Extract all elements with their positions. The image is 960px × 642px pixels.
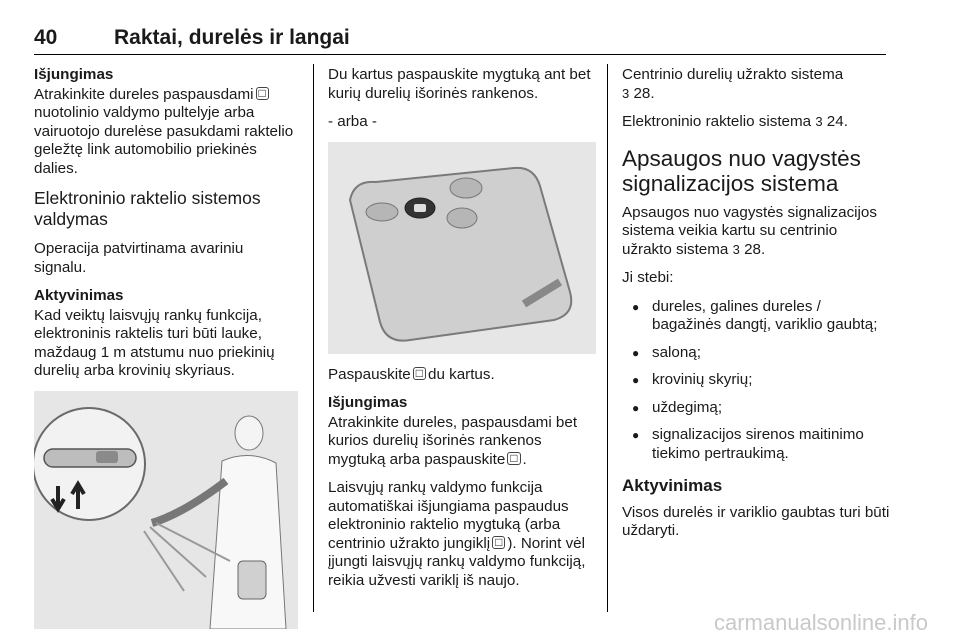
paragraph: Paspauskite □ du kartus. <box>328 365 495 383</box>
paragraph: Ji stebi: <box>622 269 674 286</box>
page-number: 40 <box>34 26 58 49</box>
list-item: ● signalizacijos sirenos maitinimo tiekimo pertraukimą. <box>622 426 890 463</box>
or-separator: - arba - <box>328 113 377 130</box>
key-card-illustration <box>328 142 596 354</box>
page-ref[interactable]: 28 <box>744 240 761 258</box>
electronic-key-card <box>350 167 571 340</box>
subheading-deactivation: Išjungimas <box>34 66 114 83</box>
handle-illustration <box>34 391 298 629</box>
list-item: ● uždegimą; <box>622 399 890 418</box>
paragraph: Laisvųjų rankų valdymo funkcija automatiškai išjungiama paspaudus elektroninio raktelio mygtuką (arba centrinio užrakto jungiklį □ ). Norint vėl įjungti laisvųjų rankų valdymo funkciją, reikia užvesti variklį iš naujo. <box>328 479 586 589</box>
paragraph: Atrakinkite dureles paspausdami □nuotolinio valdymo pultelyje arba vairuotojo durelėse pasukdami raktelio geležtę link automobilio priekinės dalies. <box>34 85 294 177</box>
subheading-deactivation: Išjungimas <box>328 394 408 411</box>
page-ref-arrow: 3 <box>732 241 740 257</box>
list-item: ● saloną; <box>622 344 890 363</box>
page-ref-arrow: 3 <box>815 114 823 129</box>
door-handle-illustration <box>34 408 145 520</box>
column-2 <box>328 66 596 600</box>
page-ref[interactable]: 28 <box>633 84 651 102</box>
paragraph: Kad veiktų laisvųjų rankų funkcija, elektroninis raktelis turi būti lauke, maždaug 1 m atstumu nuo priekinių durelių arba krovinių skyriaus. <box>34 306 275 379</box>
paragraph: Atrakinkite dureles, paspausdami bet kurios durelių išorinės rankenos mygtuką arba paspauskite □ . <box>328 413 578 468</box>
page-ref-arrow: 3 <box>622 85 630 101</box>
paragraph: Apsaugos nuo vagystės signalizacijos sistema veikia kartu su centrinio užrakto sistema 3 28. <box>622 203 877 258</box>
column-divider <box>607 64 608 612</box>
watermark: carmanualsonline.info <box>713 610 928 635</box>
page-ref[interactable]: 24 <box>826 113 844 130</box>
subheading-activation: Aktyvinimas <box>34 287 124 304</box>
unlock-icon: □ <box>507 452 520 465</box>
paragraph: Du kartus paspauskite mygtuką ant bet kurių durelių išorinės rankenos. <box>328 66 591 102</box>
paragraph: Visos durelės ir variklio gaubtas turi būti uždaryti. <box>622 503 890 539</box>
column-3 <box>622 66 890 551</box>
paragraph: Centrinio durelių užrakto sistema 3 28. <box>622 66 844 102</box>
list-item: ● krovinių skyrių; <box>622 371 890 390</box>
monitored-list <box>622 298 890 464</box>
lock-icon: □ <box>492 536 505 549</box>
unlock-icon: □ <box>256 87 269 100</box>
list-item: ● dureles, galines dureles / bagažinės dangtį, variklio gaubtą; <box>622 298 890 335</box>
paragraph: Elektroninio raktelio sistema 3 24. <box>622 113 848 130</box>
lock-icon: □ <box>413 367 426 380</box>
page-header <box>34 24 886 55</box>
chapter-title: Raktai, durelės ir langai <box>114 26 350 49</box>
person-illustration <box>152 416 286 629</box>
column-1 <box>34 66 298 629</box>
section-title: Apsaugos nuo vagystės signalizacijos sistema <box>622 145 861 196</box>
paragraph: Operacija patvirtinama avariniu signalu. <box>34 240 244 276</box>
section-title: Elektroninio raktelio sistemos valdymas <box>34 188 261 229</box>
subheading-activation: Aktyvinimas <box>622 476 723 495</box>
column-divider <box>313 64 314 612</box>
